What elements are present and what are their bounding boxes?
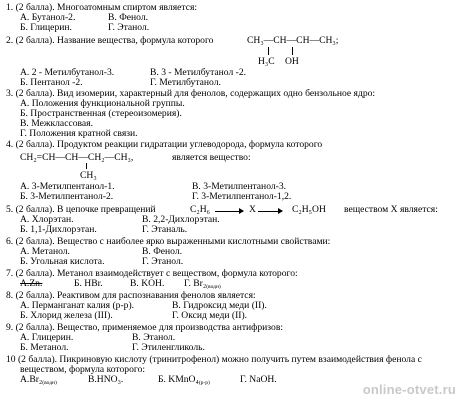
q5-option-b: Б. 1,1-Дихлорэтан.	[20, 224, 97, 235]
q2-option-b: Б. Пентанол -2.	[20, 77, 83, 88]
q4-formula-tail: является вещество:	[172, 152, 251, 163]
q5-c2h6: C₂H₆	[190, 204, 211, 215]
q2-sub-methyl: H₃C	[258, 56, 275, 67]
q4-option-a: А. 3-Метилпентанол-1.	[20, 181, 115, 192]
q7-option-g-formula: Г. Br₂	[184, 278, 207, 289]
question-5-text: 5. (2 балла). В цепочке превращений	[6, 204, 156, 215]
q8-option-g: Г. Оксид меди (II).	[172, 310, 248, 321]
q6-option-g: Г. Этанол.	[142, 256, 184, 267]
q5-option-a: А. Хлорэтан.	[20, 214, 74, 225]
q7-option-g-note: (водн)	[206, 284, 221, 290]
q4-option-g: Г. 3-Метилпентанол-1,2.	[192, 191, 292, 202]
q2-option-g: Г. Метилбутанол.	[150, 77, 221, 88]
q2-formula: CH₃—CH—CH—CH₃;	[247, 35, 339, 46]
q5-tail: веществом X является:	[344, 204, 438, 215]
q10-option-a	[20, 375, 57, 387]
q4-option-b: Б. 3-Метилпентанол-2.	[20, 191, 114, 202]
q3-option-a: А. Положения функциональной группы.	[20, 98, 185, 109]
q4-formula: CH₂=CH—CH—CH₂—CH₃,	[20, 152, 134, 163]
q2-sub-hydroxyl: OH	[285, 56, 299, 67]
q9-option-b: Б. Метанол.	[20, 342, 69, 353]
question-8-text: 8. (2 балла). Реактивом для распознавания фенолов является:	[6, 290, 256, 301]
q3-option-g: Г. Положения кратной связи.	[20, 128, 138, 139]
q10-option-b	[158, 375, 210, 387]
q10-option-a-formula: А.Br₂	[20, 374, 43, 385]
question-1-text: 1. (2 балла). Многоатомным спиртом является:	[6, 2, 198, 13]
q5-option-g: Г. Этаналь.	[142, 224, 188, 235]
question-10-text-line-2: веществом, формула которого:	[20, 364, 146, 375]
q8-option-b: Б. Хлорид железа (III).	[20, 310, 113, 321]
q9-option-g: Г. Этиленгликоль.	[132, 342, 205, 353]
q7-option-b: Б. HBr.	[74, 278, 103, 289]
q8-option-a: А. Перманганат калия (р-р).	[20, 300, 135, 311]
question-6-text: 6. (2 балла). Вещество с наиболее ярко выраженными кислотными свойствами:	[6, 236, 331, 247]
q2-option-a: А. 2 - Метилбутанол-3.	[20, 67, 115, 78]
q7-option-v: В. KOH.	[130, 278, 165, 289]
q1-option-g: Г. Этанол.	[108, 22, 150, 33]
question-7-text: 7. (2 балла). Метанол взаимодействует с веществом, формула которого:	[6, 268, 298, 279]
q5-arrow-2	[258, 211, 282, 212]
question-4-text: 4. (2 балла). Продуктом реакции гидратации углеводорода, формула которого	[6, 139, 323, 150]
q7-option-a: А.Zn.	[20, 278, 43, 289]
q10-option-g: Г. NaOH.	[240, 374, 277, 385]
q10-option-v: В.HNO₃.	[88, 374, 124, 385]
q5-c2h5oh: C₂H₅OH	[292, 204, 326, 215]
q10-option-a-note: (водн)	[42, 380, 57, 386]
q9-option-v: В. Этанол.	[132, 332, 176, 343]
q6-option-v: В. Фенол.	[142, 246, 183, 257]
question-3-text: 3. (2 балла). Вид изомерии, характерный для фенолов, содержащих одно бензольное ядро:	[6, 88, 376, 99]
q1-option-b: Б. Глицерин.	[20, 22, 72, 33]
q5-option-v: В. 2,2-Дихлорэтан.	[142, 214, 220, 225]
q4-sub-methyl: CH₃	[80, 170, 97, 181]
q7-option-g	[184, 279, 221, 291]
q4-bond	[86, 163, 87, 169]
q2-bond-2	[292, 47, 293, 55]
q10-option-b-formula: Б. KMnO₄	[158, 374, 199, 385]
q9-option-a: А. Глицерин.	[20, 332, 74, 343]
q2-bond-1	[268, 47, 269, 55]
q4-option-v: В. 3-Метилпентанол-3.	[192, 181, 287, 192]
q5-arrow-1	[215, 211, 243, 212]
q3-option-v: В. Межклассовая.	[20, 118, 93, 129]
q6-option-b: Б. Угольная кислота.	[20, 256, 105, 267]
question-2-text: 2. (2 балла). Название вещества, формула которого	[6, 35, 214, 46]
q8-option-v: В. Гидроксид меди (II).	[172, 300, 267, 311]
q1-option-a: А. Бутанол-2.	[20, 12, 76, 23]
q5-x: X	[249, 204, 256, 215]
question-9-text: 9. (2 балла). Вещество, применяемое для производства антифризов:	[6, 322, 284, 333]
q1-option-v: В. Фенол.	[108, 12, 149, 23]
q3-option-b: Б. Пространственная (стереоизомерия).	[20, 108, 182, 119]
q6-option-a: А. Метанол.	[20, 246, 70, 257]
watermark: online-otvet.ru	[362, 382, 456, 397]
q10-option-b-note: (р-р)	[198, 380, 210, 386]
q2-option-v: В. 3 - Метилбутанол -2.	[150, 67, 247, 78]
question-10-text-line-1: 10 (2 балла). Пикриновую кислоту (тринитрофенол) можно получить путем взаимодействия фенола с	[6, 354, 422, 365]
